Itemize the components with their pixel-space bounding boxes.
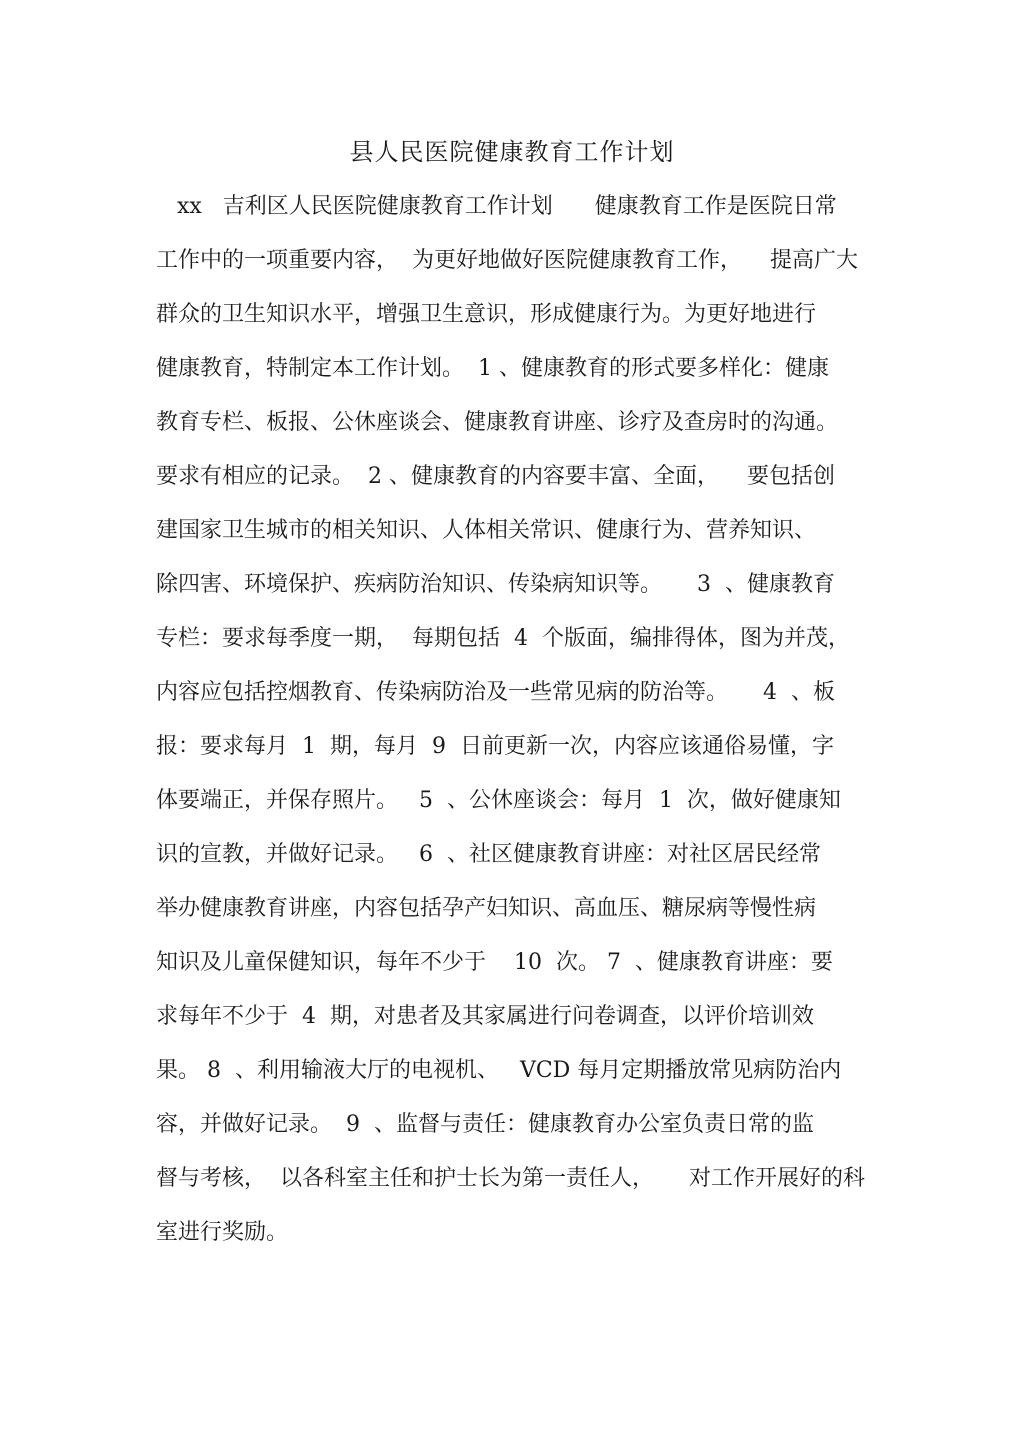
body-line: 报：要求每月 1 期，每月 9 日前更新一次，内容应该通俗易懂，字 [156, 734, 834, 759]
body-line: 体要端正，并保存照片。 5 、公休座谈会：每月 1 次，做好健康知 [156, 788, 841, 813]
body-line: 群众的卫生知识水平，增强卫生意识，形成健康行为。为更好地进行 [156, 302, 817, 327]
body-line: 求每年不少于 4 期，对患者及其家属进行问卷调查，以评价培训效 [156, 1004, 814, 1029]
body-line: 室进行奖励。 [156, 1220, 289, 1245]
body-line: 建国家卫生城市的相关知识、人体相关常识、健康行为、营养知识、 [156, 518, 817, 543]
document-body [156, 184, 868, 1264]
body-line: 教育专栏、板报、公休座谈会、健康教育讲座、诊疗及查房时的沟通。 [156, 410, 839, 435]
body-line: 内容应包括控烟教育、传染病防治及一些常见病的防治等。 4 、板 [156, 680, 835, 705]
document-title: 县人民医院健康教育工作计划 [349, 138, 675, 166]
body-line: 举办健康教育讲座，内容包括孕产妇知识、高血压、糖尿病等慢性病 [156, 896, 817, 921]
body-line: 果。 8 、利用输液大厅的电视机、 VCD 每月定期播放常见病防治内 [156, 1058, 842, 1083]
body-line: 健康教育，特制定本工作计划。 1 、健康教育的形式要多样化：健康 [156, 356, 829, 381]
body-line: 除四害、环境保护、疾病防治知识、传染病知识等。 3 、健康教育 [156, 572, 835, 597]
body-line: 容，并做好记录。 9 、监督与责任：健康教育办公室负责日常的监 [156, 1112, 814, 1137]
body-line: 工作中的一项重要内容， 为更好地做好医院健康教育工作， 提高广大 [156, 248, 858, 273]
body-line: 要求有相应的记录。 2 、健康教育的内容要丰富、全面， 要包括创 [156, 464, 835, 489]
body-line: 专栏：要求每季度一期， 每期包括 4 个版面，编排得体，图为并茂， [156, 626, 850, 651]
body-line: 知识及儿童保健知识，每年不少于 10 次。 7 、健康教育讲座：要 [156, 950, 833, 975]
body-line: xx 吉利区人民医院健康教育工作计划 健康教育工作是医院日常 [156, 194, 837, 219]
body-line: 督与考核， 以各科室主任和护士长为第一责任人， 对工作开展好的科 [156, 1166, 865, 1191]
body-line: 识的宣教，并做好记录。 6 、社区健康教育讲座：对社区居民经常 [156, 842, 821, 867]
